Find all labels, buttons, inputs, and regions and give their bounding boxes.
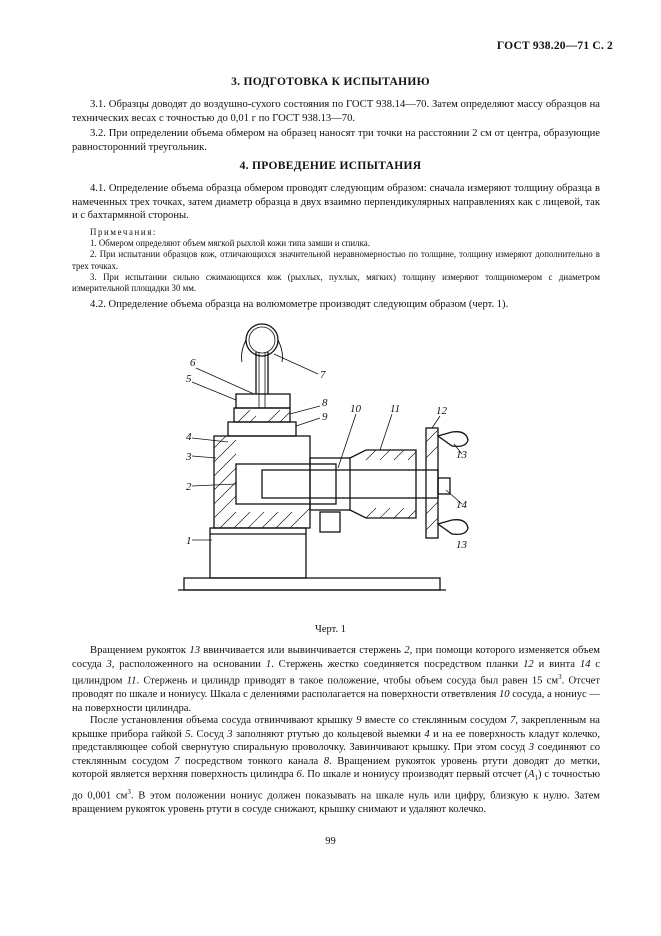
pedestal: [210, 528, 306, 578]
section-3-heading: 3. ПОДГОТОВКА К ИСПЫТАНИЮ: [231, 76, 430, 88]
note-2: 2. При испытании образцов кож, отличающихся значительной неравномерностью по толщине, толщину измеряют дополнительно в трех точках.: [72, 249, 600, 271]
paragraph-3-1-text: 3.1. Образцы доводят до воздушно-сухого состояния по ГОСТ 938.14—70. Затем определяют массу образцов на технических весах с точностью до 0,01 г по ГОСТ 938.13—70.: [72, 99, 600, 124]
figure-label-5: 5: [186, 373, 192, 385]
figure-label-4: 4: [186, 431, 192, 443]
notes-title: Примечания:: [90, 227, 157, 237]
figure-label-6: 6: [190, 357, 196, 369]
figure-label-9: 9: [322, 411, 328, 423]
figure-label-10: 10: [350, 403, 361, 415]
paragraph-3-2-text: 3.2. При определении объема обмером на образец наносят три точки на расстоянии 2 см от центра, образующие равносторонний треугольник.: [72, 128, 600, 153]
figure-label-13-bottom: 13: [456, 539, 467, 551]
paragraph-body-1: Вращением рукояток 13 ввинчивается или вывинчивается стержень 2, при помощи которого изменяется объем сосуда 3, расположенного на основании 1. Стержень жестко соединяется посредством планки 12 и винта 14 с цилиндром 11. Стержень и цилиндр приводят в такое положение, чтобы объем сосуда был равен 15 $см^3$. Отсчет проводят по шкале и нониусу. Шкала с делениями располагается на поверхности ответвления 10 сосуда, а нониус — на поверхности цилиндра.: [72, 645, 600, 714]
plate: [426, 428, 438, 538]
paragraph-body-2: После установления объема сосуда отвинчивают крышку 9 вместе со стеклянным сосудом 7, закрепленным на крышке прибора гайкой 5. Сосуд 3 заполняют ртутью до кольцевой выемки 4 и на ее поверхность кладут колечко, представляющее собой свернутую спиральную проволочку. Завинчивают крышку. При этом сосуд 3 соединяют со стеклянным сосудом 7 посредством тонкого канала 8. Вращением рукояток уровень ртути доводят до метки, которой является верхняя поверхность цилиндра 6. По шкале и нониусу производят первый отсчет $(A_1)$ с точностью до 0,001 $см^3$. В этом положении нониус должен показывать на шкале нуль или цифру, близкую к нулю. Затем вращением рукояток уровень ртути в сосуде снижают, крышку снимают и удаляют колечко.: [72, 715, 600, 816]
note-1: 1. Обмером определяют объем мягкой рыхлой кожи типа замши и спилка.: [90, 238, 370, 249]
base-plate: [184, 578, 440, 590]
figure-label-12: 12: [436, 405, 447, 417]
figure-label-11: 11: [390, 403, 401, 415]
figure-label-1: 1: [186, 535, 192, 547]
page-number: 99: [325, 836, 336, 847]
paragraph-3-1: [72, 98, 600, 125]
notes-block: [72, 227, 600, 294]
figure-label-13-top: 13: [456, 449, 467, 461]
paragraph-4-2: [72, 298, 600, 312]
figure-label-7: 7: [320, 369, 326, 381]
figure-label-14: 14: [456, 499, 467, 511]
figure-label-8: 8: [322, 397, 328, 409]
paragraph-4-1: [72, 182, 600, 223]
figure-label-3: 3: [186, 451, 192, 463]
figure-label-2: 2: [186, 481, 192, 493]
page-header: ГОСТ 938.20—71 С. 2: [496, 40, 613, 52]
paragraph-4-2-text: 4.2. Определение объема образца на волюмометре производят следующим образом (черт. 1).: [90, 299, 509, 310]
section-4-heading: 4. ПРОВЕДЕНИЕ ИСПЫТАНИЯ: [239, 160, 422, 172]
volumometer-drawing: [170, 318, 470, 618]
paragraph-4-1-text: 4.1. Определение объема образца обмером проводят следующим образом: сначала измеряют толщину образца в намеченных трех точках, затем диаметр образца в двух взаимно перпендикулярных направлениях как с лицевой, так и с бахтармяной стороны.: [72, 183, 600, 222]
paragraph-3-2: [72, 127, 600, 154]
note-3: 3. При испытании сильно сжимающихся кож (рыхлых, пухлых, мягких) толщину измеряют толщиномером с диаметром измерительной площадки 30 мм.: [72, 271, 600, 294]
figure-caption: Черт. 1: [315, 624, 346, 635]
